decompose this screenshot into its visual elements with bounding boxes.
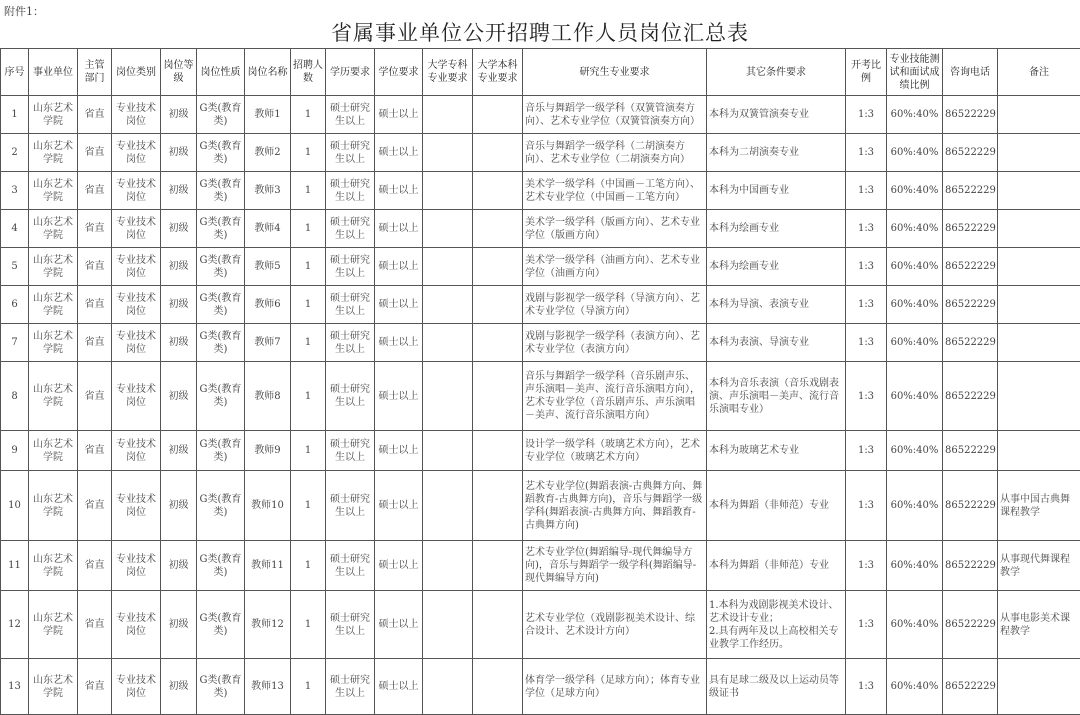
table-cell: 本科为玻璃艺术专业 — [707, 431, 846, 471]
table-cell: 教师13 — [245, 659, 291, 715]
table-cell: G类(教育类) — [197, 286, 245, 324]
table-cell — [423, 541, 473, 591]
table-cell: 初级 — [161, 172, 197, 210]
table-cell: 60%:40% — [887, 324, 943, 362]
table-cell: 山东艺术学院 — [29, 362, 78, 431]
table-cell: G类(教育类) — [197, 172, 245, 210]
table-cell: 山东艺术学院 — [29, 210, 78, 248]
column-header: 大学本科专业要求 — [473, 49, 523, 96]
table-cell — [423, 324, 473, 362]
table-cell: 60%:40% — [887, 248, 943, 286]
table-cell: 86522229 — [943, 96, 998, 134]
table-cell — [998, 362, 1080, 431]
table-cell: 86522229 — [943, 210, 998, 248]
table-cell: 艺术专业学位（戏剧影视美术设计、综合设计、艺术设计方向） — [523, 591, 707, 659]
column-header: 事业单位 — [29, 49, 78, 96]
column-header: 开考比例 — [846, 49, 887, 96]
table-cell — [998, 172, 1080, 210]
table-cell — [998, 431, 1080, 471]
table-cell: 初级 — [161, 431, 197, 471]
table-cell — [423, 591, 473, 659]
table-cell: 硕士研究生以上 — [326, 248, 375, 286]
table-cell: 11 — [1, 541, 29, 591]
table-cell: 硕士以上 — [375, 471, 423, 541]
table-cell: G类(教育类) — [197, 362, 245, 431]
table-cell: 省直 — [78, 431, 112, 471]
table-cell — [473, 286, 523, 324]
table-cell: 1 — [291, 134, 326, 172]
table-cell: 86522229 — [943, 362, 998, 431]
table-cell: 初级 — [161, 96, 197, 134]
table-cell: 1:3 — [846, 431, 887, 471]
table-cell: 山东艺术学院 — [29, 471, 78, 541]
table-cell: 1 — [291, 659, 326, 715]
table-cell: 86522229 — [943, 248, 998, 286]
table-cell: 硕士以上 — [375, 659, 423, 715]
table-cell — [423, 248, 473, 286]
table-cell: 60%:40% — [887, 96, 943, 134]
table-cell: 硕士研究生以上 — [326, 431, 375, 471]
table-cell: 本科为表演、导演专业 — [707, 324, 846, 362]
table-cell: 戏剧与影视学一级学科（表演方向）、艺术专业学位（表演方向） — [523, 324, 707, 362]
column-header: 其它条件要求 — [707, 49, 846, 96]
table-cell: 专业技术岗位 — [112, 659, 161, 715]
table-row — [1, 134, 1080, 172]
page-title: 省属事业单位公开招聘工作人员岗位汇总表 — [0, 18, 1080, 48]
table-row — [1, 362, 1080, 431]
table-row — [1, 172, 1080, 210]
table-row — [1, 471, 1080, 541]
table-cell — [473, 659, 523, 715]
table-cell: 初级 — [161, 248, 197, 286]
table-cell — [998, 659, 1080, 715]
table-cell: 1:3 — [846, 362, 887, 431]
table-cell: 艺术专业学位(舞蹈编导-现代舞编导方向)，音乐与舞蹈学一级学科(舞蹈编导-现代舞编导方向) — [523, 541, 707, 591]
table-cell: 1:3 — [846, 286, 887, 324]
table-cell — [998, 96, 1080, 134]
table-cell: 山东艺术学院 — [29, 134, 78, 172]
table-cell: G类(教育类) — [197, 134, 245, 172]
table-cell: 山东艺术学院 — [29, 591, 78, 659]
column-header: 序号 — [1, 49, 29, 96]
table-cell: 86522229 — [943, 172, 998, 210]
table-cell: 1:3 — [846, 541, 887, 591]
table-row — [1, 96, 1080, 134]
table-cell: 60%:40% — [887, 591, 943, 659]
table-cell: 硕士研究生以上 — [326, 591, 375, 659]
column-header: 研究生专业要求 — [523, 49, 707, 96]
table-cell: 艺术专业学位(舞蹈表演-古典舞方向、舞蹈教育-古典舞方向)，音乐与舞蹈学一级学科(舞蹈表演-古典舞方向、舞蹈教育-古典舞方向) — [523, 471, 707, 541]
table-cell: 86522229 — [943, 286, 998, 324]
table-cell: 省直 — [78, 324, 112, 362]
table-cell — [473, 591, 523, 659]
table-cell: 硕士研究生以上 — [326, 172, 375, 210]
table-cell: 省直 — [78, 362, 112, 431]
table-cell: 硕士研究生以上 — [326, 362, 375, 431]
table-cell: 专业技术岗位 — [112, 324, 161, 362]
table-cell: 硕士以上 — [375, 172, 423, 210]
table-cell: 本科为二胡演奏专业 — [707, 134, 846, 172]
attachment-label: 附件1： — [4, 3, 44, 19]
table-cell: 3 — [1, 172, 29, 210]
table-cell: 从事电影美术课程教学 — [998, 591, 1080, 659]
table-cell — [998, 134, 1080, 172]
table-cell: 教师10 — [245, 471, 291, 541]
table-cell: 86522229 — [943, 324, 998, 362]
table-cell — [473, 210, 523, 248]
table-cell: 1 — [291, 96, 326, 134]
table-cell: 教师5 — [245, 248, 291, 286]
table-cell: 硕士研究生以上 — [326, 96, 375, 134]
column-header: 岗位名称 — [245, 49, 291, 96]
table-cell: 教师4 — [245, 210, 291, 248]
table-cell: 初级 — [161, 362, 197, 431]
table-cell — [473, 324, 523, 362]
table-cell: G类(教育类) — [197, 471, 245, 541]
table-cell: 60%:40% — [887, 134, 943, 172]
table-cell: 专业技术岗位 — [112, 172, 161, 210]
table-cell: 13 — [1, 659, 29, 715]
table-cell: 教师11 — [245, 541, 291, 591]
table-cell: 教师8 — [245, 362, 291, 431]
table-cell: 省直 — [78, 210, 112, 248]
table-cell: 1:3 — [846, 471, 887, 541]
table-cell: 硕士以上 — [375, 134, 423, 172]
table-cell: 省直 — [78, 134, 112, 172]
table-cell: 1 — [291, 431, 326, 471]
table-cell: 专业技术岗位 — [112, 591, 161, 659]
column-header: 岗位类别 — [112, 49, 161, 96]
table-cell: 初级 — [161, 591, 197, 659]
table-cell: 本科为导演、表演专业 — [707, 286, 846, 324]
table-cell: 省直 — [78, 541, 112, 591]
table-cell — [998, 210, 1080, 248]
table-cell — [423, 362, 473, 431]
table-cell: 10 — [1, 471, 29, 541]
table-cell: 省直 — [78, 248, 112, 286]
table-cell: 9 — [1, 431, 29, 471]
table-cell: 本科为舞蹈（非师范）专业 — [707, 471, 846, 541]
table-cell: 硕士以上 — [375, 96, 423, 134]
column-header: 主管部门 — [78, 49, 112, 96]
table-cell: 硕士以上 — [375, 362, 423, 431]
table-row — [1, 541, 1080, 591]
table-cell: 86522229 — [943, 471, 998, 541]
table-cell — [998, 248, 1080, 286]
table-cell: 1:3 — [846, 134, 887, 172]
table-cell: 山东艺术学院 — [29, 324, 78, 362]
table-cell: 从事中国古典舞课程教学 — [998, 471, 1080, 541]
table-cell: 省直 — [78, 659, 112, 715]
table-cell: G类(教育类) — [197, 248, 245, 286]
table-cell: 设计学一级学科（玻璃艺术方向），艺术专业学位（玻璃艺术方向） — [523, 431, 707, 471]
table-cell: 专业技术岗位 — [112, 471, 161, 541]
table-cell — [473, 96, 523, 134]
table-cell: 省直 — [78, 172, 112, 210]
column-header: 岗位性质 — [197, 49, 245, 96]
table-cell: 音乐与舞蹈学一级学科（双簧管演奏方向）、艺术专业学位（双簧管演奏方向） — [523, 96, 707, 134]
table-cell — [473, 541, 523, 591]
table-cell: 86522229 — [943, 541, 998, 591]
table-cell: 60%:40% — [887, 362, 943, 431]
table-cell: 教师12 — [245, 591, 291, 659]
table-cell: 1 — [291, 362, 326, 431]
table-cell: 本科为舞蹈（非师范）专业 — [707, 541, 846, 591]
table-cell: 86522229 — [943, 431, 998, 471]
table-cell: 86522229 — [943, 591, 998, 659]
table-cell — [423, 431, 473, 471]
table-row — [1, 324, 1080, 362]
table-cell: 初级 — [161, 286, 197, 324]
table-cell: 1:3 — [846, 659, 887, 715]
table-cell: 硕士以上 — [375, 324, 423, 362]
table-cell: 6 — [1, 286, 29, 324]
table-cell: 硕士以上 — [375, 210, 423, 248]
table-cell: 专业技术岗位 — [112, 286, 161, 324]
table-cell: 教师1 — [245, 96, 291, 134]
table-cell: 专业技术岗位 — [112, 541, 161, 591]
table-cell: 60%:40% — [887, 210, 943, 248]
table-cell: 86522229 — [943, 659, 998, 715]
table-cell: 山东艺术学院 — [29, 659, 78, 715]
table-row — [1, 591, 1080, 659]
column-header: 专业技能测试和面试成绩比例 — [887, 49, 943, 96]
positions-table — [0, 48, 1080, 715]
table-cell: 60%:40% — [887, 659, 943, 715]
table-row — [1, 210, 1080, 248]
table-cell: 1 — [291, 591, 326, 659]
table-row — [1, 431, 1080, 471]
table-cell: 1 — [291, 324, 326, 362]
column-header: 备注 — [998, 49, 1080, 96]
table-cell: 初级 — [161, 210, 197, 248]
table-cell: 60%:40% — [887, 286, 943, 324]
table-cell — [423, 172, 473, 210]
table-row — [1, 248, 1080, 286]
table-cell: 专业技术岗位 — [112, 134, 161, 172]
table-cell: 60%:40% — [887, 541, 943, 591]
table-cell — [473, 172, 523, 210]
table-cell: 从事现代舞课程教学 — [998, 541, 1080, 591]
table-cell: 5 — [1, 248, 29, 286]
table-cell: 教师7 — [245, 324, 291, 362]
table-cell: 戏剧与影视学一级学科（导演方向）、艺术专业学位（导演方向） — [523, 286, 707, 324]
column-header: 学位要求 — [375, 49, 423, 96]
table-cell: 本科为绘画专业 — [707, 210, 846, 248]
table-cell: 教师6 — [245, 286, 291, 324]
table-cell: 本科为中国画专业 — [707, 172, 846, 210]
table-cell: 省直 — [78, 471, 112, 541]
table-cell: 12 — [1, 591, 29, 659]
table-cell: 1:3 — [846, 172, 887, 210]
table-cell — [423, 286, 473, 324]
table-cell: G类(教育类) — [197, 431, 245, 471]
table-cell: 省直 — [78, 591, 112, 659]
table-cell: 音乐与舞蹈学一级学科（二胡演奏方向）、艺术专业学位（二胡演奏方向） — [523, 134, 707, 172]
table-cell: 硕士研究生以上 — [326, 659, 375, 715]
table-cell: 1 — [291, 210, 326, 248]
table-cell: 专业技术岗位 — [112, 248, 161, 286]
table-cell — [423, 134, 473, 172]
table-cell — [473, 362, 523, 431]
table-cell: 初级 — [161, 541, 197, 591]
table-cell — [423, 471, 473, 541]
table-cell: 1 — [291, 541, 326, 591]
table-cell: 初级 — [161, 134, 197, 172]
table-cell: 硕士研究生以上 — [326, 210, 375, 248]
table-cell: 本科为绘画专业 — [707, 248, 846, 286]
table-cell: 专业技术岗位 — [112, 210, 161, 248]
column-header: 咨询电话 — [943, 49, 998, 96]
table-cell: 8 — [1, 362, 29, 431]
column-header: 招聘人数 — [291, 49, 326, 96]
table-cell: 1:3 — [846, 248, 887, 286]
table-cell: 初级 — [161, 471, 197, 541]
column-header: 学历要求 — [326, 49, 375, 96]
table-cell: 具有足球二级及以上运动员等级证书 — [707, 659, 846, 715]
table-cell: 美术学一级学科（中国画－工笔方向）、艺术专业学位（中国画－工笔方向） — [523, 172, 707, 210]
table-cell: 60%:40% — [887, 431, 943, 471]
column-header: 大学专科专业要求 — [423, 49, 473, 96]
table-cell — [998, 324, 1080, 362]
table-cell: 美术学一级学科（油画方向）、艺术专业学位（油画方向） — [523, 248, 707, 286]
table-cell: 1 — [291, 286, 326, 324]
table-cell: 硕士研究生以上 — [326, 471, 375, 541]
table-cell: 省直 — [78, 286, 112, 324]
table-cell — [423, 96, 473, 134]
table-cell: 专业技术岗位 — [112, 431, 161, 471]
table-cell: 音乐与舞蹈学一级学科（音乐剧声乐、声乐演唱－美声、流行音乐演唱方向），艺术专业学位（音乐剧声乐、声乐演唱－美声、流行音乐演唱方向） — [523, 362, 707, 431]
table-cell — [473, 134, 523, 172]
table-cell: 山东艺术学院 — [29, 248, 78, 286]
table-cell: 初级 — [161, 324, 197, 362]
table-cell: 7 — [1, 324, 29, 362]
table-cell: 硕士研究生以上 — [326, 541, 375, 591]
table-cell: 1:3 — [846, 324, 887, 362]
column-header: 岗位等级 — [161, 49, 197, 96]
table-cell: 山东艺术学院 — [29, 96, 78, 134]
table-cell — [423, 659, 473, 715]
table-cell: 1 — [291, 172, 326, 210]
table-cell — [998, 286, 1080, 324]
table-row — [1, 286, 1080, 324]
table-cell: 2 — [1, 134, 29, 172]
table-cell: 1:3 — [846, 96, 887, 134]
table-cell: 山东艺术学院 — [29, 172, 78, 210]
table-cell: 硕士以上 — [375, 286, 423, 324]
table-cell: 山东艺术学院 — [29, 286, 78, 324]
table-cell: 1 — [291, 471, 326, 541]
table-cell: 1 — [1, 96, 29, 134]
table-cell: G类(教育类) — [197, 96, 245, 134]
table-cell: 硕士以上 — [375, 248, 423, 286]
table-cell: 1:3 — [846, 591, 887, 659]
table-cell: 专业技术岗位 — [112, 362, 161, 431]
table-cell: 硕士以上 — [375, 591, 423, 659]
table-cell: 1 — [291, 248, 326, 286]
table-cell: 60%:40% — [887, 172, 943, 210]
table-cell: 山东艺术学院 — [29, 541, 78, 591]
table-row — [1, 659, 1080, 715]
table-cell: 本科为音乐表演（音乐戏剧表演、声乐演唱－美声、流行音乐演唱专业） — [707, 362, 846, 431]
table-cell — [473, 431, 523, 471]
table-cell — [473, 248, 523, 286]
table-cell: 本科为双簧管演奏专业 — [707, 96, 846, 134]
table-cell: G类(教育类) — [197, 541, 245, 591]
table-cell: 山东艺术学院 — [29, 431, 78, 471]
table-cell: G类(教育类) — [197, 591, 245, 659]
table-cell: 1:3 — [846, 210, 887, 248]
table-cell: 教师9 — [245, 431, 291, 471]
table-header-row — [1, 49, 1080, 96]
table-cell: 硕士研究生以上 — [326, 134, 375, 172]
table-cell: 教师3 — [245, 172, 291, 210]
table-cell — [423, 210, 473, 248]
table-cell: 60%:40% — [887, 471, 943, 541]
table-cell: 4 — [1, 210, 29, 248]
table-cell: G类(教育类) — [197, 659, 245, 715]
table-cell: 专业技术岗位 — [112, 96, 161, 134]
table-cell: 初级 — [161, 659, 197, 715]
table-cell: G类(教育类) — [197, 324, 245, 362]
table-cell: 硕士研究生以上 — [326, 286, 375, 324]
table-cell: 1.本科为戏剧影视美术设计、艺术设计专业； 2.具有两年及以上高校相关专业教学工作经历。 — [707, 591, 846, 659]
table-cell — [473, 471, 523, 541]
table-cell: 教师2 — [245, 134, 291, 172]
table-cell: 美术学一级学科（版画方向）、艺术专业学位（版画方向） — [523, 210, 707, 248]
table-cell: 86522229 — [943, 134, 998, 172]
table-cell: 省直 — [78, 96, 112, 134]
table-cell: 体育学一级学科（足球方向）；体育专业学位（足球方向） — [523, 659, 707, 715]
table-cell: G类(教育类) — [197, 210, 245, 248]
table-cell: 硕士以上 — [375, 431, 423, 471]
table-cell: 硕士以上 — [375, 541, 423, 591]
table-cell: 硕士研究生以上 — [326, 324, 375, 362]
